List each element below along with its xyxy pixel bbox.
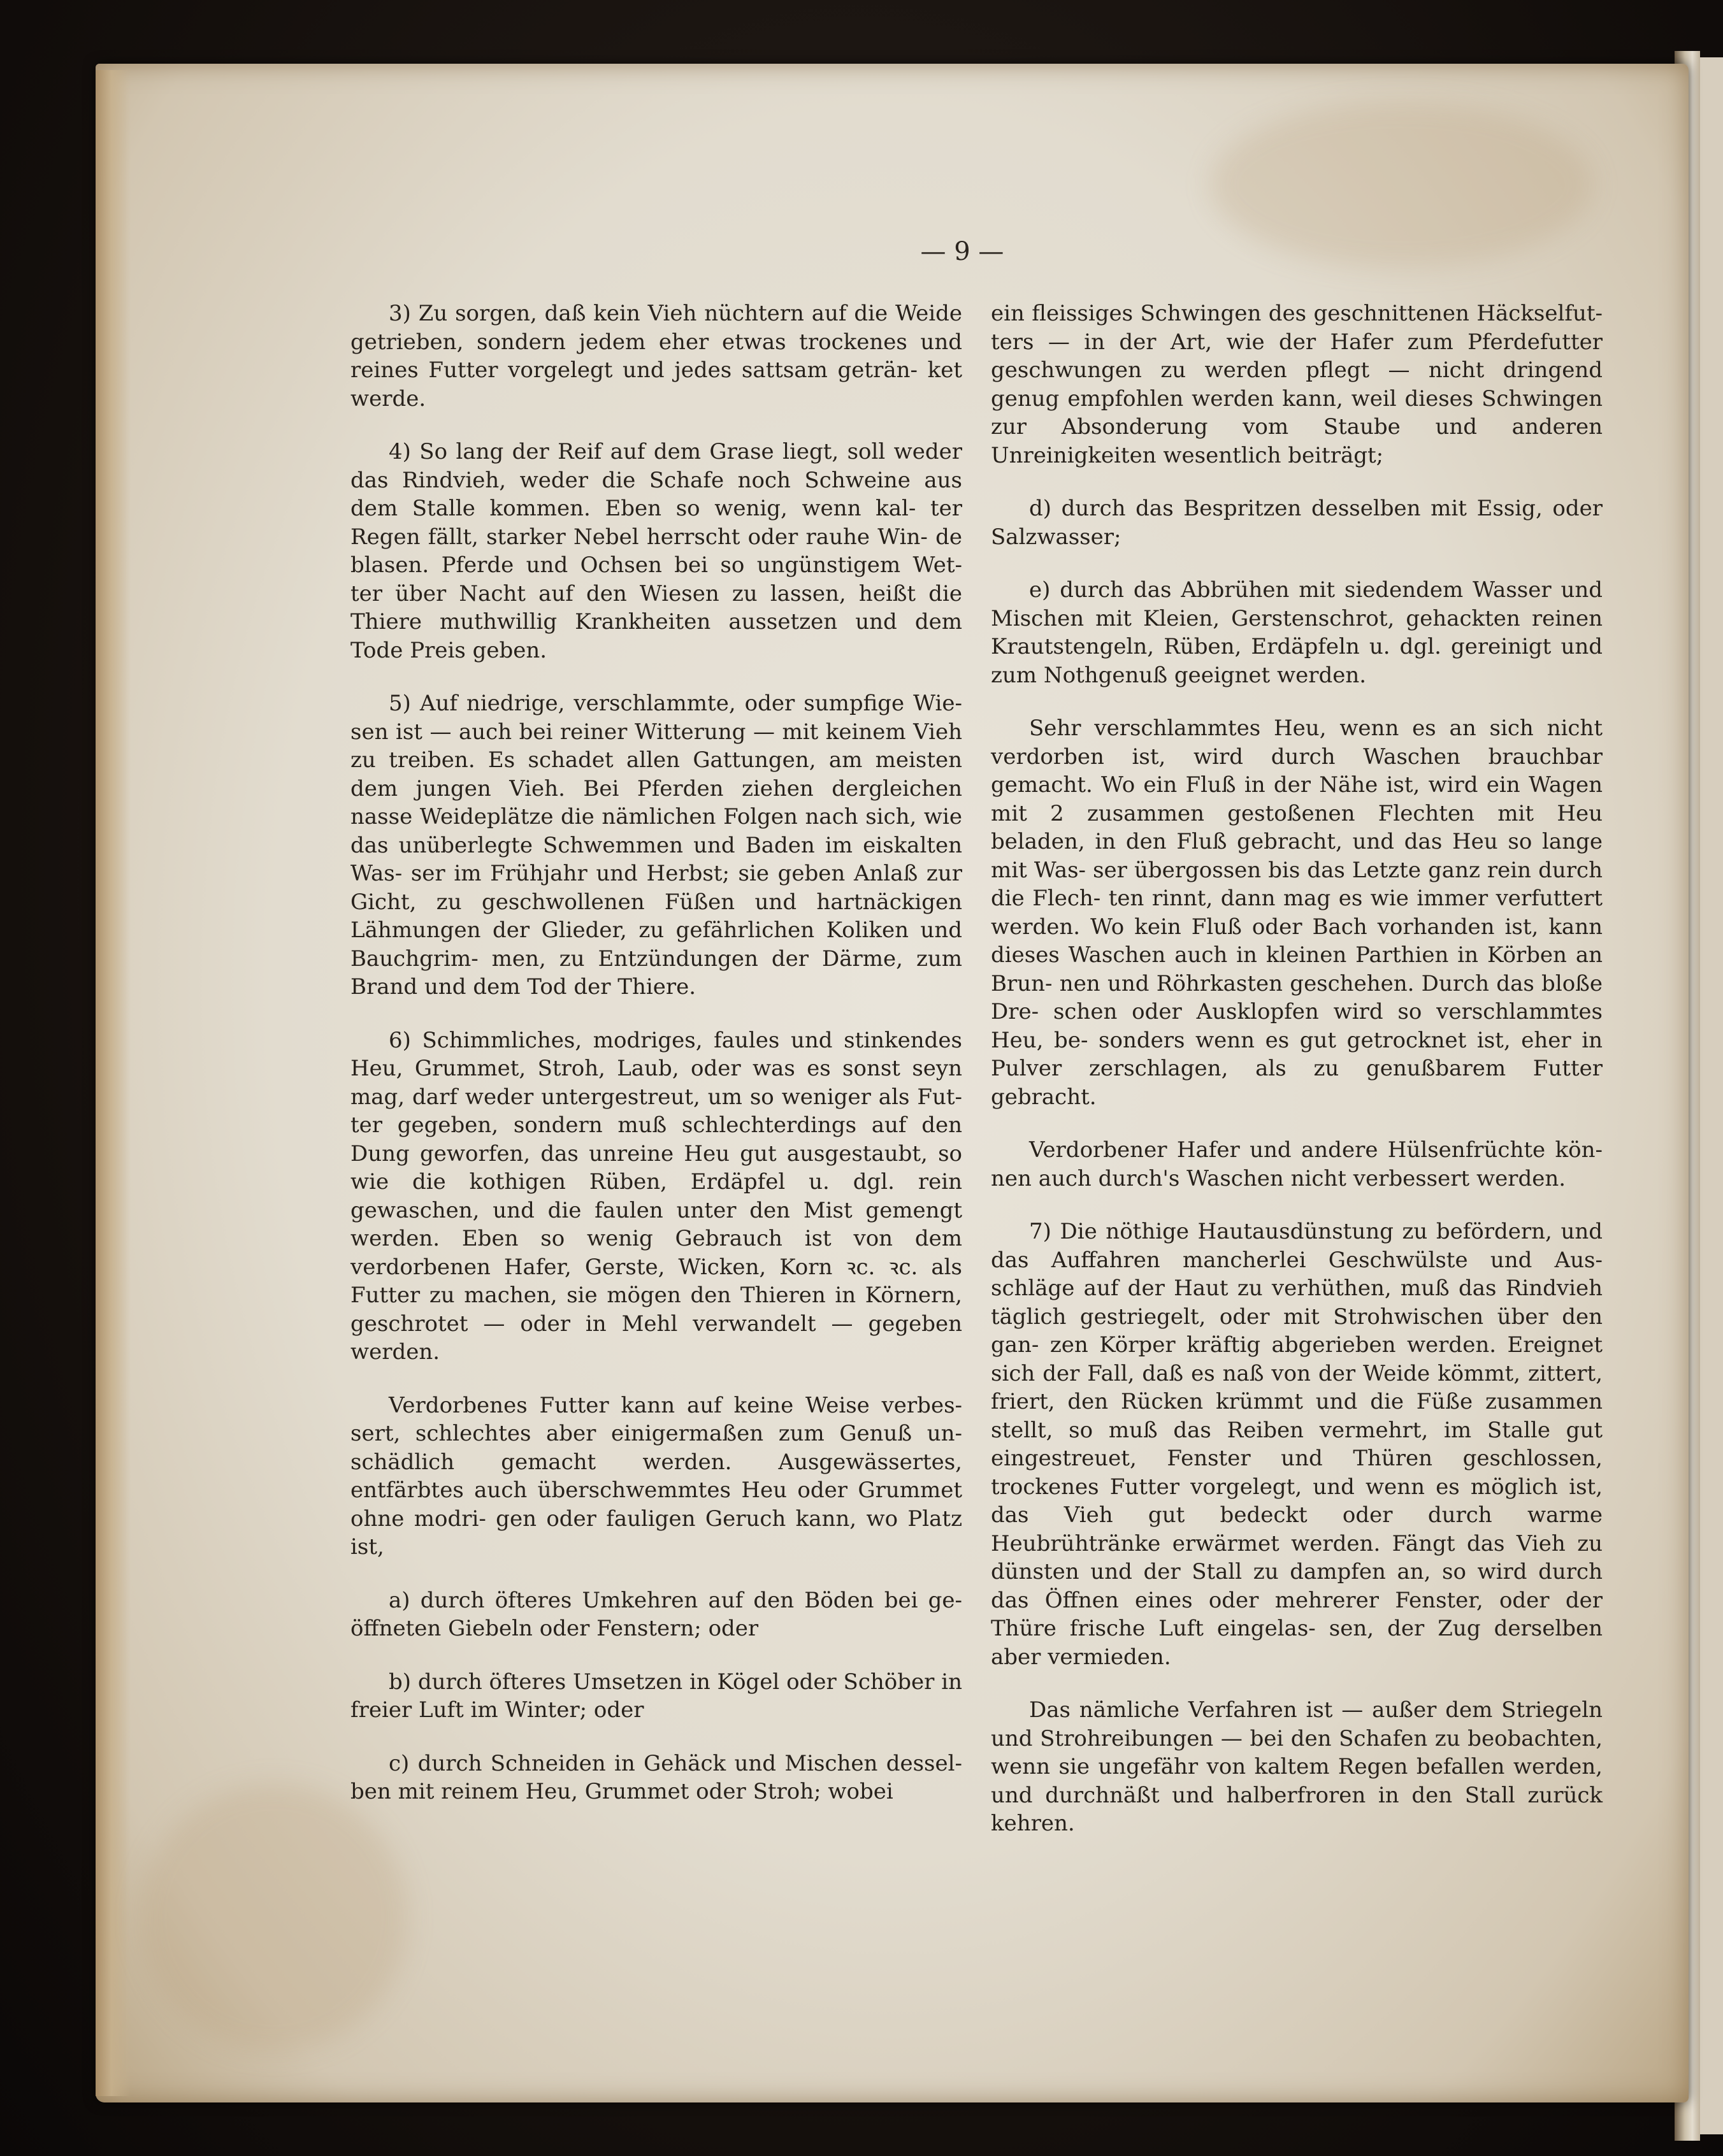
paragraph-washing-hay: Sehr verschlammtes Heu, wenn es an sich nicht verdorben ist, wird durch Waschen brauchbar gemacht. Wo ein Fluß in der Nähe ist, wird ein Wagen mit 2 zusammen gestoßenen Flechten mit Heu beladen, in den Fluß gebracht, und das Heu so lange mit Was- ser übergossen bis das Letzte ganz rein durch die Flech- ten rinnt, dann mag es wie immer verfuttert werden. Wo kein Fluß oder Bach vorhanden ist, kann dieses Waschen auch in kleinen Parthien in Körben an Brun- nen und Röhrkasten geschehen. Durch das bloße Dre- schen oder Ausklopfen wird so verschlammtes Heu, be- sonders wenn es gut getrocknet ist, eher in Pulver zerschlagen, als zu genußbarem Futter gebracht.	[991, 715, 1603, 1110]
paragraph-item-6: 6) Schimmliches, modriges, faules und stinkendes Heu, Grummet, Stroh, Laub, oder was es sonst seyn mag, darf weder untergestreut, um so weniger als Fut- ter gegeben, sondern muß schlechterdings auf den Dung geworfen, das unreine Heu gut ausgestaubt, so wie die kothigen Rüben, Erdäpfel u. dgl. rein gewaschen, und die faulen unter den Mist gemengt werden. Eben so wenig Gebrauch ist von dem verdorbenen Hafer, Gerste, Wicken, Korn ꝛc. ꝛc. als Futter zu machen, sie mögen den Thieren in Körnern, geschrotet — oder in Mehl verwandelt — gegeben werden.	[350, 1027, 962, 1365]
page-edge-worn	[96, 70, 131, 2096]
paper-stain	[1211, 102, 1593, 268]
paragraph-item-d: d) durch das Bespritzen desselben mit Essig, oder Salzwasser;	[991, 496, 1603, 550]
paragraph-item-a: a) durch öfteres Umkehren auf den Böden bei ge- öffneten Giebeln oder Fenstern; oder	[350, 1587, 962, 1641]
page-number: — 9 —	[920, 237, 1004, 266]
paragraph-item-b: b) durch öfteres Umsetzen in Kögel oder Schöber in freier Luft im Winter; oder	[350, 1669, 962, 1723]
paragraph-spoiled-fodder: Verdorbenes Futter kann auf keine Weise verbes- sert, schlechtes aber einigermaßen zum Genuß un- schädlich gemacht werden. Ausgewässertes, entfärbtes auch überschwemmtes Heu oder Grummet ohne modri- gen oder fauligen Geruch kann, wo Platz ist,	[350, 1392, 962, 1560]
paragraph-spoiled-oats: Verdorbener Hafer und andere Hülsenfrüchte kön- nen auch durch's Waschen nicht verbessert werden.	[991, 1137, 1603, 1191]
facing-page-edge	[1700, 57, 1723, 2134]
paragraph-item-3: 3) Zu sorgen, daß kein Vieh nüchtern auf die Weide getrieben, sondern jedem eher etwas trockenes und reines Futter vorgelegt und jedes sattsam geträn- ket werde.	[350, 301, 962, 412]
right-text-column	[991, 299, 1603, 1863]
paragraph-sheep: Das nämliche Verfahren ist — außer dem Striegeln und Strohreibungen — bei den Schafen zu beobachten, wenn sie ungefähr von kaltem Regen befallen werden, und durchnäßt und halberfroren in den Stall zurück kehren.	[991, 1697, 1603, 1836]
paragraph-item-5: 5) Auf niedrige, verschlammte, oder sumpfige Wie- sen ist — auch bei reiner Witterung — mit keinem Vieh zu treiben. Es schadet allen Gattungen, am meisten dem jungen Vieh. Bei Pferden ziehen dergleichen nasse Weideplätze die nämlichen Folgen nach sich, wie das unüberlegte Schwemmen und Baden im eiskalten Was- ser im Frühjahr und Herbst; sie geben Anlaß zur Gicht, zu geschwollenen Füßen und hartnäckigen Lähmungen der Glieder, zu gefährlichen Koliken und Bauchgrim- men, zu Entzündungen der Därme, zum Brand und dem Tod der Thiere.	[350, 691, 962, 1000]
paragraph-item-c-continued: ein fleissiges Schwingen des geschnittenen Häckselfut- ters — in der Art, wie der Hafer zum Pferdefutter geschwungen zu werden pflegt — nicht dringend genug empfohlen werden kann, weil dieses Schwingen zur Absonderung vom Staube und anderen Unreinigkeiten wesentlich beiträgt;	[991, 301, 1603, 468]
paragraph-item-e: e) durch das Abbrühen mit siedendem Wasser und Mischen mit Kleien, Gerstenschrot, gehackten reinen Krautstengeln, Rüben, Erdäpfeln u. dgl. gereinigt und zum Nothgenuß geeignet werden.	[991, 577, 1603, 688]
paragraph-item-7: 7) Die nöthige Hautausdünstung zu befördern, und das Auffahren mancherlei Geschwülste und Aus- schläge auf der Haut zu verhüthen, muß das Rindvieh täglich gestriegelt, oder mit Strohwischen über den gan- zen Körper kräftig abgerieben werden. Ereignet sich der Fall, daß es naß von der Weide kömmt, zittert, friert, den Rücken krümmt und die Füße zusammen stellt, so muß das Reiben vermehrt, im Stalle gut eingestreuet, Fenster und Thüren geschlossen, trockenes Futter vorgelegt, und wenn es möglich ist, das Vieh gut bedeckt oder durch warme Heubrühtränke erwärmet werden. Fängt das Vieh zu dünsten und der Stall zu dampfen an, so wird durch das Öffnen eines oder mehrerer Fenster, oder der Thüre frische Luft eingelas- sen, der Zug derselben aber vermieden.	[991, 1219, 1603, 1670]
left-text-column	[350, 299, 962, 1831]
paragraph-item-4: 4) So lang der Reif auf dem Grase liegt, soll weder das Rindvieh, weder die Schafe noch Schweine aus dem Stalle kommen. Eben so wenig, wenn kal- ter Regen fällt, starker Nebel herrscht oder rauhe Win- de blasen. Pferde und Ochsen bei so ungünstigem Wet- ter über Nacht auf den Wiesen zu lassen, heißt die Thiere muthwillig Krankheiten aussetzen und dem Tode Preis geben.	[350, 439, 962, 663]
paragraph-item-c: c) durch Schneiden in Gehäck und Mischen dessel- ben mit reinem Heu, Grummet oder Stroh; wobei	[350, 1750, 962, 1804]
